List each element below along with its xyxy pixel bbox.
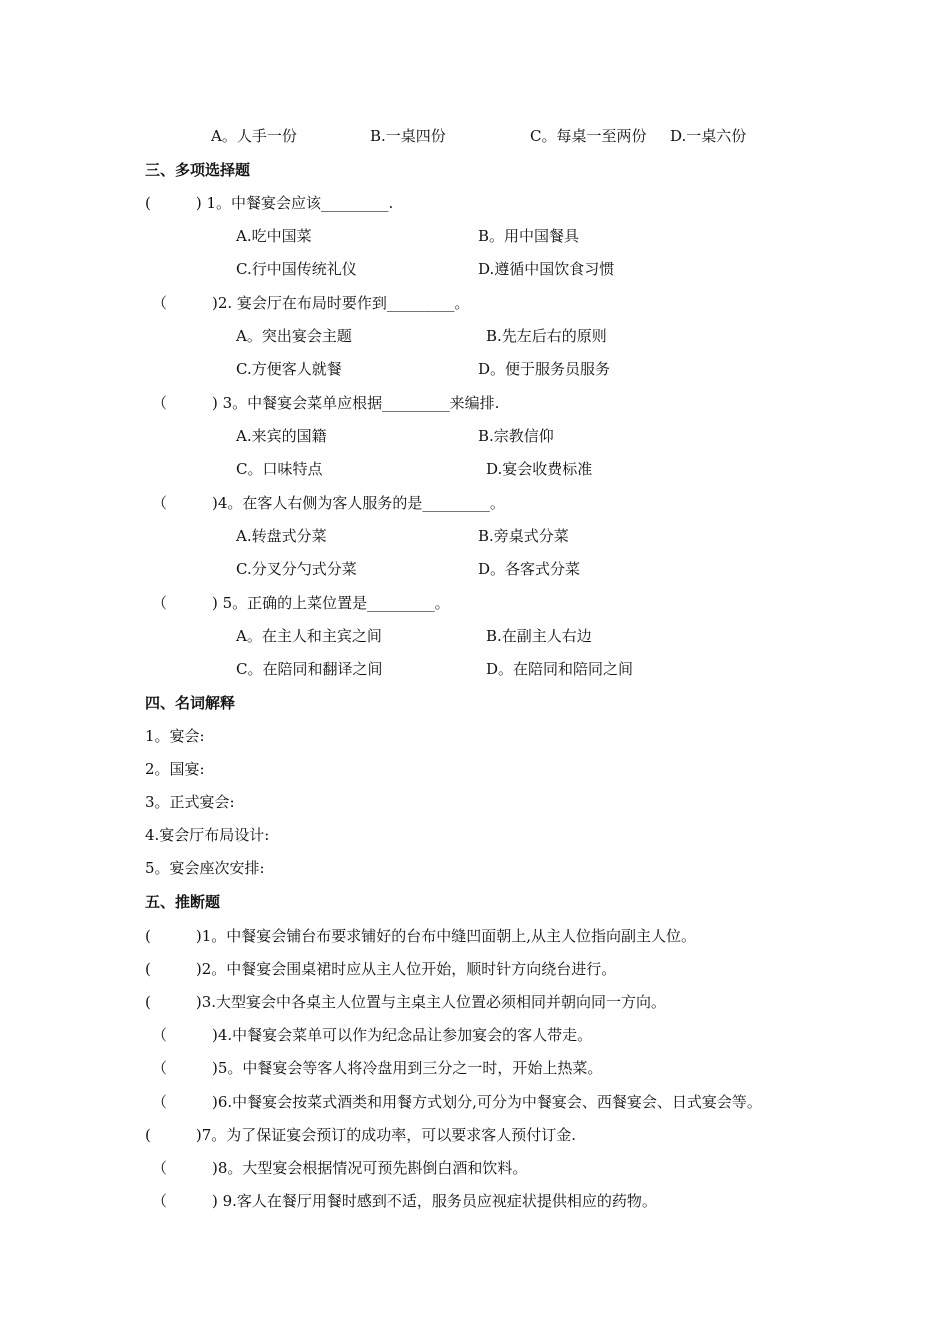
q3-stem: （ ) 3。中餐宴会菜单应根据_________来编排. xyxy=(152,394,500,412)
q5-stem: （ ) 5。正确的上菜位置是_________。 xyxy=(152,594,450,612)
q1-option-a: A.吃中国菜 xyxy=(236,227,312,245)
section5-heading: 五、推断题 xyxy=(145,893,221,911)
q5-option-a: A。在主人和主宾之间 xyxy=(236,627,382,645)
q3-option-d: D.宴会收费标准 xyxy=(486,460,593,478)
q4-option-c: C.分叉分勺式分菜 xyxy=(236,560,357,578)
judgment-item: （ )6.中餐宴会按菜式酒类和用餐方式划分,可分为中餐宴会、西餐宴会、日式宴会等。 xyxy=(152,1093,762,1111)
q2-option-b: B.先左后右的原则 xyxy=(486,327,607,345)
q4-stem: （ )4。在客人右侧为客人服务的是_________。 xyxy=(152,494,505,512)
judgment-item: ( )1。中餐宴会铺台布要求铺好的台布中缝凹面朝上,从主人位指向副主人位。 xyxy=(145,927,697,945)
q3-option-c: C。口味特点 xyxy=(236,460,323,478)
term-item: 5。宴会座次安排: xyxy=(145,859,265,877)
top-option-d: D.一桌六份 xyxy=(670,127,747,145)
judgment-item: （ )8。大型宴会根据情况可预先斟倒白酒和饮料。 xyxy=(152,1159,528,1177)
q2-stem: （ )2. 宴会厅在布局时要作到_________。 xyxy=(152,294,470,312)
q5-option-c: C。在陪同和翻译之间 xyxy=(236,660,383,678)
q5-option-b: B.在副主人右边 xyxy=(486,627,592,645)
q2-option-d: D。便于服务员服务 xyxy=(478,360,611,378)
q4-option-b: B.旁桌式分菜 xyxy=(478,527,569,545)
top-option-b: B.一桌四份 xyxy=(370,127,446,145)
term-item: 1。宴会: xyxy=(145,727,205,745)
q2-option-a: A。突出宴会主题 xyxy=(236,327,352,345)
top-option-c: C。每桌一至两份 xyxy=(530,127,647,145)
top-option-a: A。人手一份 xyxy=(211,127,297,145)
q1-stem: ( ) 1。中餐宴会应该_________. xyxy=(145,194,394,212)
judgment-item: （ ) 9.客人在餐厅用餐时感到不适，服务员应视症状提供相应的药物。 xyxy=(152,1192,657,1210)
judgment-item: ( )7。为了保证宴会预订的成功率，可以要求客人预付订金. xyxy=(145,1126,577,1144)
section4-heading: 四、名词解释 xyxy=(145,694,236,712)
q2-option-c: C.方便客人就餐 xyxy=(236,360,342,378)
q1-option-b: B。用中国餐具 xyxy=(478,227,580,245)
term-item: 2。国宴: xyxy=(145,760,205,778)
term-item: 3。正式宴会: xyxy=(145,793,235,811)
q3-option-b: B.宗教信仰 xyxy=(478,427,554,445)
q4-option-d: D。各客式分菜 xyxy=(478,560,581,578)
judgment-item: （ )5。中餐宴会等客人将冷盘用到三分之一时，开始上热菜。 xyxy=(152,1059,603,1077)
term-item: 4.宴会厅布局设计: xyxy=(145,826,270,844)
q1-option-c: C.行中国传统礼仪 xyxy=(236,260,357,278)
judgment-item: ( )3.大型宴会中各桌主人位置与主桌主人位置必须相同并朝向同一方向。 xyxy=(145,993,667,1011)
q4-option-a: A.转盘式分菜 xyxy=(236,527,327,545)
judgment-item: （ )4.中餐宴会菜单可以作为纪念品让参加宴会的客人带走。 xyxy=(152,1026,593,1044)
section3-heading: 三、多项选择题 xyxy=(145,161,251,179)
q3-option-a: A.来宾的国籍 xyxy=(236,427,327,445)
judgment-item: ( )2。中餐宴会围桌裙时应从主人位开始，顺时针方向绕台进行。 xyxy=(145,960,617,978)
q5-option-d: D。在陪同和陪同之间 xyxy=(486,660,634,678)
q1-option-d: D.遵循中国饮食习惯 xyxy=(478,260,615,278)
